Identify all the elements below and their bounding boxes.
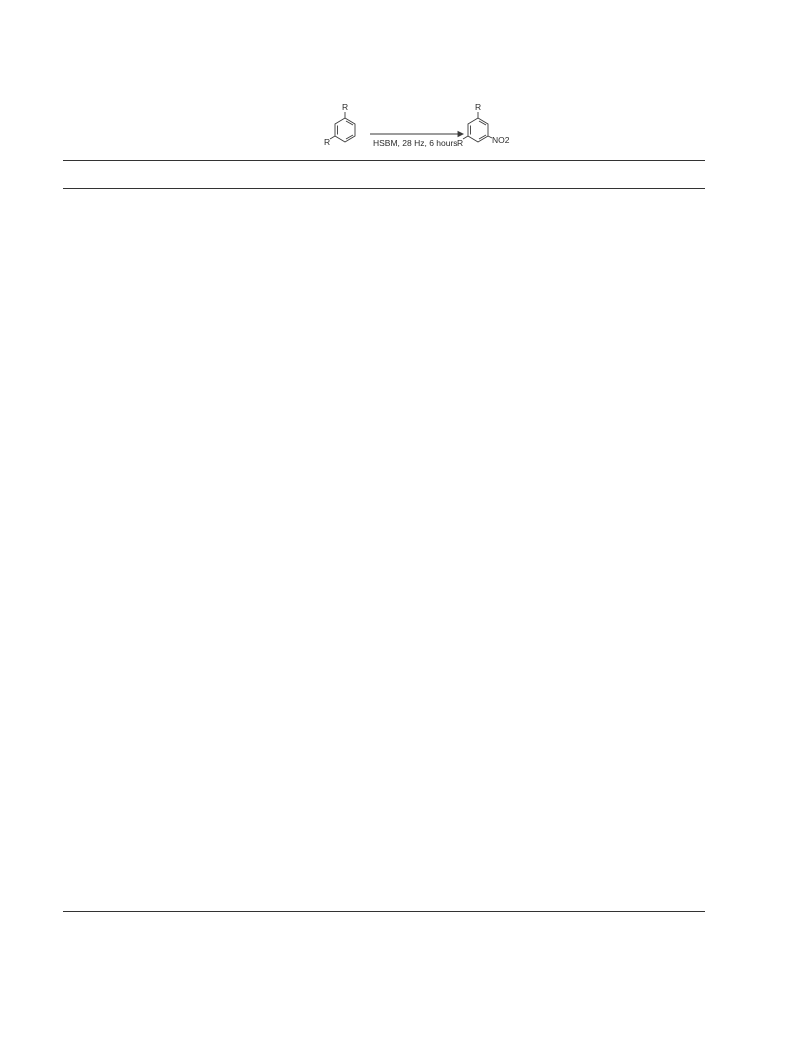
reactant-r-top: R — [342, 102, 349, 112]
arrowhead-icon — [458, 132, 463, 137]
table-top-rule — [63, 160, 705, 161]
product-structure — [457, 102, 510, 148]
product-r-top: R — [475, 102, 482, 112]
table-header-rule — [63, 188, 705, 189]
table-bottom-rule — [63, 911, 705, 912]
reaction-scheme — [324, 102, 525, 160]
product-r-bottom: R — [457, 138, 464, 148]
reactant-structure — [324, 102, 355, 147]
product-no2: NO2 — [492, 135, 510, 145]
reactant-r-bottom: R — [324, 137, 331, 147]
conditions-label: HSBM, 28 Hz, 6 hours — [373, 138, 458, 148]
